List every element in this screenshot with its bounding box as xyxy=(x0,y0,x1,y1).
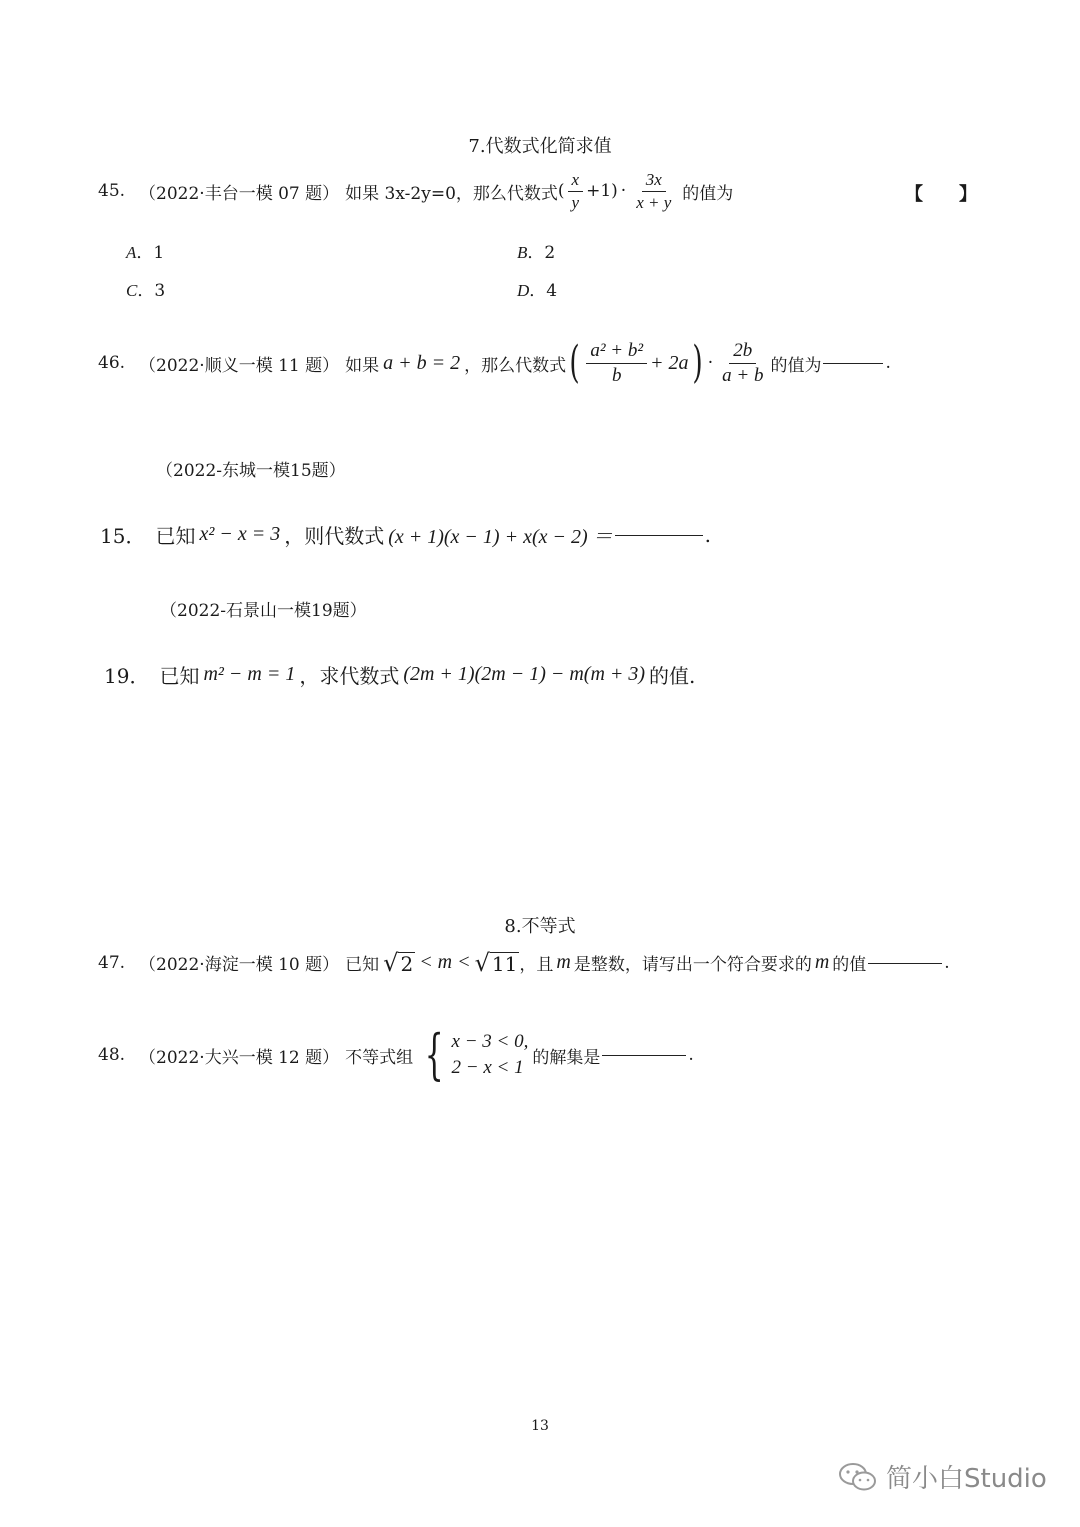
variable-m: m xyxy=(814,951,830,973)
question-text: 已知 xyxy=(155,524,196,548)
radical-sign: √ xyxy=(474,948,490,977)
question-46 xyxy=(98,337,998,389)
sqrt-11 xyxy=(474,948,520,977)
fraction-denominator: b xyxy=(611,364,622,386)
option-letter: B xyxy=(517,243,528,262)
answer-blank[interactable] xyxy=(602,1054,686,1056)
multiply-dot: · xyxy=(620,181,627,202)
right-big-paren: ) xyxy=(691,337,703,389)
question-number: 45. xyxy=(98,181,126,202)
question-text-mid: ，那么代数式 xyxy=(464,355,567,376)
fraction-2b-over-a-plus-b xyxy=(718,340,767,387)
radicand: 11 xyxy=(491,951,518,976)
fraction-denominator: a + b xyxy=(722,364,764,386)
section-7-title: 7.代数式化简求值 xyxy=(468,136,612,157)
option-b[interactable]: B．2 xyxy=(517,243,556,263)
question-source: （2022·顺义一模 11 题） xyxy=(139,355,340,376)
option-value: 3 xyxy=(154,281,166,301)
question-45 xyxy=(98,170,998,212)
question-text-after: 的值为 xyxy=(682,183,734,204)
option-letter: C xyxy=(126,281,138,300)
question-text-after: 的值 xyxy=(832,955,867,975)
question-text-after: 的值为 xyxy=(770,355,822,376)
condition-expr: m² − m = 1 xyxy=(203,663,296,685)
question-15 xyxy=(100,520,711,549)
plus-term: + 2a xyxy=(650,351,689,374)
question-15-source: （2022-东城一模15题） xyxy=(156,461,346,481)
answer-blank[interactable] xyxy=(823,362,883,364)
left-big-paren: ( xyxy=(569,337,580,389)
period: . xyxy=(944,952,950,973)
question-number: 48. xyxy=(98,1045,126,1065)
answer-blank[interactable] xyxy=(615,534,703,536)
section-8-title: 8.不等式 xyxy=(504,916,576,937)
fraction-sum-of-squares xyxy=(586,340,647,387)
question-text: 如果 xyxy=(345,355,380,376)
option-d[interactable]: D．4 xyxy=(517,281,558,301)
fraction-numerator: a² + b² xyxy=(586,340,647,364)
page-number: 13 xyxy=(531,1418,549,1434)
option-value: 1 xyxy=(153,243,165,263)
question-19 xyxy=(104,660,695,689)
inequality-line-1: x − 3 < 0, xyxy=(451,1031,529,1053)
radical-sign: √ xyxy=(383,948,399,977)
watermark-text: 简小白Studio xyxy=(886,1464,1047,1494)
inequality: < m < xyxy=(419,951,471,973)
period: . xyxy=(885,353,891,374)
question-source: （2022·丰台一模 07 题） xyxy=(139,183,340,204)
expression: (2m + 1)(2m − 1) − m(m + 3) xyxy=(403,663,646,685)
question-source: （2022·大兴一模 12 题） xyxy=(139,1047,340,1068)
option-value: 2 xyxy=(544,243,556,263)
sqrt-2 xyxy=(383,948,415,977)
watermark xyxy=(838,1458,1047,1495)
option-c[interactable]: C．3 xyxy=(126,281,166,301)
period: . xyxy=(688,1045,694,1065)
question-48 xyxy=(98,1023,998,1086)
question-number: 19． xyxy=(104,664,150,688)
answer-blank[interactable] xyxy=(868,962,942,964)
condition-expr: a + b = 2 xyxy=(383,351,461,374)
question-text-mid: ，求代数式 xyxy=(299,664,400,688)
question-text-mid: ，且 xyxy=(519,955,554,975)
fraction-numerator: x xyxy=(568,170,584,192)
question-number: 15． xyxy=(100,524,146,548)
option-a[interactable]: A．1 xyxy=(126,243,165,263)
option-letter: D xyxy=(517,281,530,300)
fraction-denominator: y xyxy=(571,192,580,212)
question-text-mid: ，则代数式 xyxy=(284,524,385,548)
variable-m: m xyxy=(556,951,571,973)
fraction-denominator: x + y xyxy=(636,192,672,212)
answer-bracket: 【 】 xyxy=(905,184,977,205)
fraction-numerator: 2b xyxy=(729,340,756,364)
period: . xyxy=(704,522,712,547)
inequality-line-2: 2 − x < 1 xyxy=(451,1057,524,1078)
fraction-x-over-y xyxy=(568,170,584,212)
expression: (x + 1)(x − 1) + x(x − 2) ＝ xyxy=(388,526,613,548)
question-source: （2022·海淀一模 10 题） xyxy=(139,955,340,975)
question-text-mid2: 是整数，请写出一个符合要求的 xyxy=(573,955,812,975)
condition-expr: x² − x = 3 xyxy=(199,523,281,545)
question-text-after: 的解集是 xyxy=(532,1047,601,1068)
left-brace: { xyxy=(424,1023,444,1086)
inequality-system xyxy=(417,1023,529,1086)
wechat-icon xyxy=(838,1461,878,1493)
question-text-after: 的值. xyxy=(649,664,696,688)
fraction-3x-over-x-plus-y xyxy=(632,170,675,212)
question-number: 46. xyxy=(98,353,126,374)
fraction-numerator: 3x xyxy=(642,170,666,192)
question-text: 不等式组 xyxy=(345,1047,414,1068)
question-text: 如果 3x-2y=0，那么代数式 xyxy=(345,183,558,204)
option-letter: A xyxy=(126,243,137,262)
expr-open-paren: ( xyxy=(557,181,565,202)
expr-tail: +1) xyxy=(586,181,618,202)
question-47 xyxy=(98,950,998,975)
question-text: 已知 xyxy=(159,664,200,688)
question-number: 47. xyxy=(98,952,126,973)
option-value: 4 xyxy=(546,281,558,301)
radicand: 2 xyxy=(400,951,414,976)
question-19-source: （2022-石景山一模19题） xyxy=(160,601,367,621)
multiply-dot: · xyxy=(707,353,714,374)
question-text: 已知 xyxy=(345,955,380,975)
